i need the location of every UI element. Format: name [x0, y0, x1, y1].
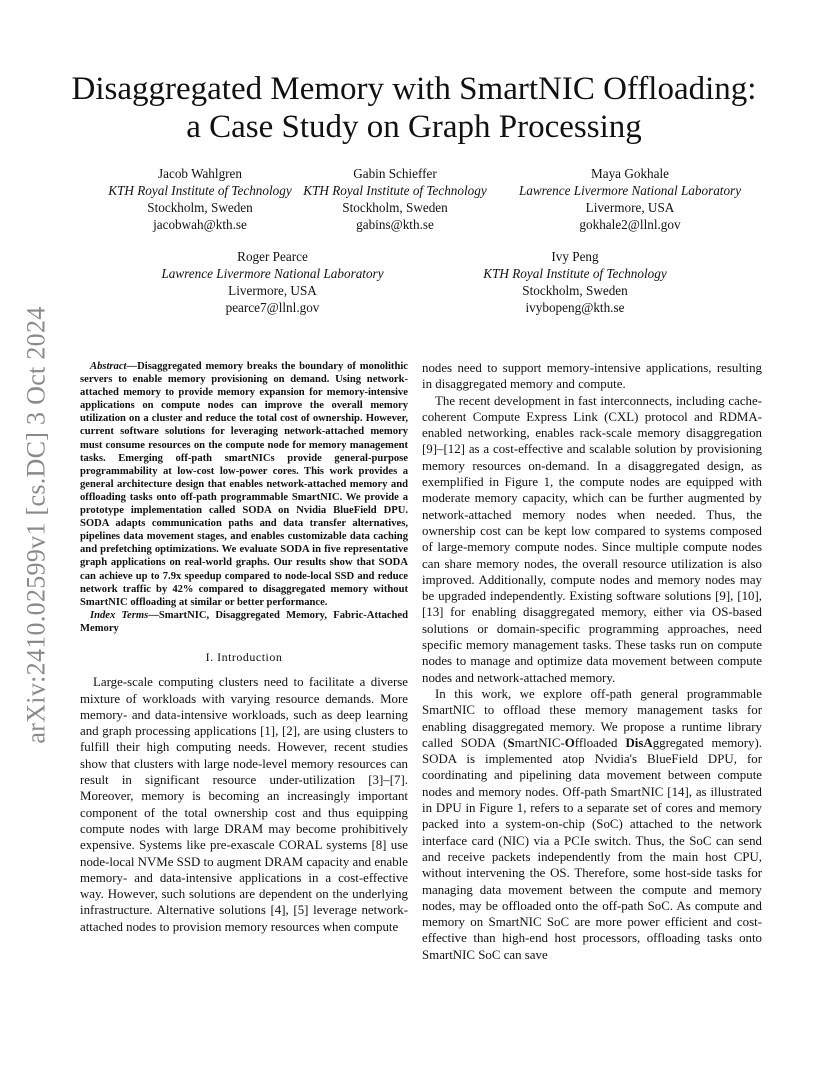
acronym-letter: O: [564, 735, 575, 750]
arxiv-side-label: [6, 280, 68, 770]
author-block: [500, 165, 760, 233]
right-column: [422, 360, 762, 963]
title-line-1: Disaggregated Memory with SmartNIC Offloading:: [71, 71, 757, 107]
author-affiliation: Lawrence Livermore National Laboratory: [518, 183, 742, 198]
abstract-text: —Disaggregated memory breaks the boundary of monolithic servers to enable memory provisioning on demand. Using network-attached memory to provide memory expansion for memory-intensive applications on compute nodes can improve the overall memory utilization on a cluster and reduce the total cost of ownership. However, current software solutions for leveraging network-attached memory must consume resources on the compute node for memory management tasks. Emerging off-path smartNICs provide general-purpose programmability at low-cost low-power cores. This work provides a general architecture design that enables network-attached memory and offloading tasks onto off-path programmable SmartNIC. We provide a prototype implementation called SODA on Nvidia BlueField DPU. SODA adapts communication paths and data transfer alternatives, pipelines data movement stages, and enables customizable data caching and prefetching optimizations. We evaluate SODA in five representative graph applications on real-world graphs. Our results show that SODA can achieve up to 7.9x speedup compared to node-local SSD and reduce network traffic by 42% compared to disaggregated memory without SmartNIC offloading at similar or better performance.: [80, 361, 408, 608]
author-name: Jacob Wahlgren: [157, 166, 243, 181]
author-email[interactable]: pearce7@llnl.gov: [225, 300, 320, 315]
author-block: [140, 248, 405, 316]
section-heading: I. Introduction: [205, 649, 283, 664]
author-affiliation: KTH Royal Institute of Technology: [303, 183, 487, 198]
author-affiliation: KTH Royal Institute of Technology: [108, 183, 292, 198]
author-email[interactable]: gokhale2@llnl.gov: [579, 217, 681, 232]
text-run: ggregated memory). SODA is implemented atop Nvidia's BlueField DPU, for coordinating and pipelining data movement between compute nodes and memory nodes. Off-path SmartNIC [14], as illustrated in DPU in Figure 1, refers to a separate set of cores and memory packed into a system-on-chip (SoC) attached to the network interface card (NIC) via a PCIe switch. Thus, the SoC can send and receive packets independently from the main host CPU, without intervening the OS. Therefore, some host-side tasks for managing data movement between the compute and memory nodes, may be offloaded onto the off-path SoC. As compute and memory on SmartNIC SoC are more power efficient and cost-effective than high-end host processors, offloading tasks onto SmartNIC SoC can save: [422, 735, 762, 962]
author-name: Gabin Schieffer: [353, 166, 437, 181]
author-location: Stockholm, Sweden: [522, 283, 628, 298]
author-email[interactable]: jacobwah@kth.se: [153, 217, 247, 232]
author-block: [450, 248, 700, 316]
abstract: [80, 360, 408, 609]
author-email[interactable]: gabins@kth.se: [356, 217, 434, 232]
author-affiliation: Lawrence Livermore National Laboratory: [161, 266, 384, 281]
text-run: ffloaded: [574, 735, 626, 750]
acronym-letter: S: [507, 735, 515, 750]
author-location: Stockholm, Sweden: [342, 200, 448, 215]
author-affiliation: KTH Royal Institute of Technology: [483, 266, 667, 281]
body-paragraph: nodes need to support memory-intensive applications, resulting in disaggregated memory and compute.: [422, 361, 762, 392]
index-terms-text: —SmartNIC, Disaggregated Memory, Fabric-Attached Memory: [80, 609, 408, 634]
author-email[interactable]: ivybopeng@kth.se: [525, 300, 625, 315]
body-paragraph: [422, 686, 762, 963]
author-name: Maya Gokhale: [591, 166, 669, 181]
author-name: Ivy Peng: [551, 249, 599, 264]
text-run: martNIC-: [514, 735, 565, 750]
acronym-letter: DisA: [625, 735, 653, 750]
text-run: In this work, we explore off-path general programmable SmartNIC to offload these memory management tasks for enabling disaggregated memory. We propose a runtime library called SODA (: [422, 686, 762, 750]
body-paragraph: Large-scale computing clusters need to facilitate a diverse mixture of workloads with varying resource demands. More memory- and data-intensive workloads, such as deep learning and graph processing applications [1], [2], are using clusters to fulfill their high computing needs. However, recent studies show that clusters with large node-level memory resources can result in significant resource under-utilization [3]–[7]. Moreover, memory is becoming an increasingly important component of the total ownership cost and thus equipping compute nodes with large DRAM may become prohibitively expensive. Systems like pre-exascale CORAL systems [8] use node-local NVMe SSD to augment DRAM capacity and enable memory- and data-intensive applications in a cost-effective way. However, such solutions are dependent on the underlying infrastructure. Alternative solutions [4], [5] leverage network-attached nodes to provision memory resources when compute: [80, 675, 408, 934]
author-location: Livermore, USA: [228, 283, 317, 298]
paper-title: [0, 70, 828, 146]
author-block: [290, 165, 500, 233]
author-location: Livermore, USA: [585, 200, 675, 215]
left-column: [80, 360, 408, 935]
author-name: Roger Pearce: [237, 249, 308, 264]
abstract-label: Abstract: [90, 361, 127, 372]
index-terms: [80, 609, 408, 635]
arxiv-id-text: arXiv:2410.02599v1 [cs.DC] 3 Oct 2024: [22, 306, 51, 744]
author-location: Stockholm, Sweden: [147, 200, 253, 215]
title-line-2: a Case Study on Graph Processing: [186, 109, 642, 145]
index-terms-label: Index Terms: [90, 609, 149, 621]
body-paragraph: The recent development in fast interconnects, including cache-coherent Compute Express Link (CXL) protocol and RDMA-enabled networking, enables rack-scale memory disaggregation [9]–[12] as a cost-effective and scalable solution by provisioning memory resources on-demand. In a disaggregated design, as exemplified in Figure 1, the compute nodes are equipped with moderate memory capacity, which can be further augmented by network-attached memory nodes when needed. Thus, the ownership cost can be kept low compared to systems composed of large-memory compute nodes. Since multiple compute nodes can share memory nodes, the overall resource utilization is also improved. Additionally, compute nodes and memory nodes may be upgraded independently. Existing software solutions [9], [10], [13] for enabling disaggregated memory, either via OS-based solutions or domain-specific programming approaches, need specific memory management tasks. These tasks run on compute nodes to manage and optimize data movement between compute nodes and network-attached memory.: [422, 393, 762, 685]
